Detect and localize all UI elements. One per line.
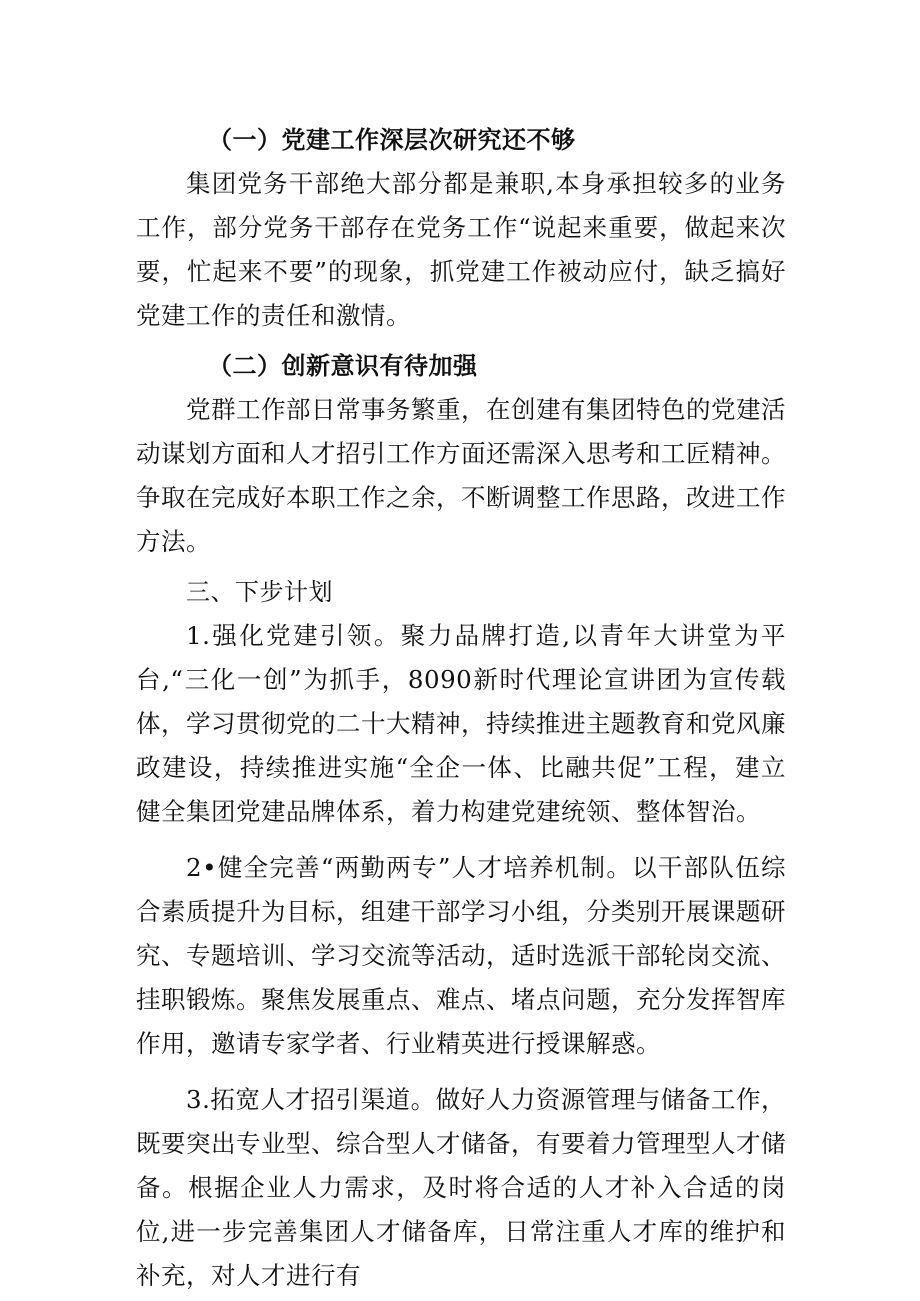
section2-paragraph: 党群工作部日常事务繁重，在创建有集团特色的党建活动谋划方面和人才招引工作方面还需深入思考和工匠精神。争取在完成好本职工作之余，不断调整工作思路，改进工作方法。: [136, 395, 786, 556]
section2-heading: （二）创新意识有待加强: [208, 352, 478, 380]
section1-paragraph: 集团党务干部绝大部分都是兼职,本身承担较多的业务工作，部分党务干部存在党务工作“说起来重要，做起来次要，忙起来不要”的现象，抓党建工作被动应付，缺乏搞好党建工作的责任和激情。: [136, 169, 786, 330]
plan-item-1: 1.强化党建引领。聚力品牌打造,以青年大讲堂为平台,“三化一创”为抓手，8090新时代理论宣讲团为宣传载体，学习贯彻党的二十大精神，持续推进主题教育和党风廉政建设，持续推进实施“全企一体、比融共促”工程，建立健全集团党建品牌体系，着力构建党建统领、整体智治。: [136, 621, 786, 826]
plan-item-2: 2•健全完善“两勤两专”人才培养机制。以干部队伍综合素质提升为目标，组建干部学习小组，分类别开展课题研究、专题培训、学习交流等活动，适时选派干部轮岗交流、挂职锻炼。聚焦发展重点、难点、堵点问题，充分发挥智库作用，邀请专家学者、行业精英进行授课解惑。: [136, 853, 786, 1058]
plan-item-3: 3.拓宽人才招引渠道。做好人力资源管理与储备工作，既要突出专业型、综合型人才储备，有要着力管理型人才储备。根据企业人力需求，及时将合适的人才补入合适的岗位,进一步完善集团人才储备库，日常注重人才库的维护和补充，对人才进行有: [136, 1085, 786, 1290]
section1-heading: （一）党建工作深层次研究还不够: [208, 126, 576, 154]
section3-heading: 三、下步计划: [186, 578, 333, 606]
document-body: [136, 118, 786, 1298]
